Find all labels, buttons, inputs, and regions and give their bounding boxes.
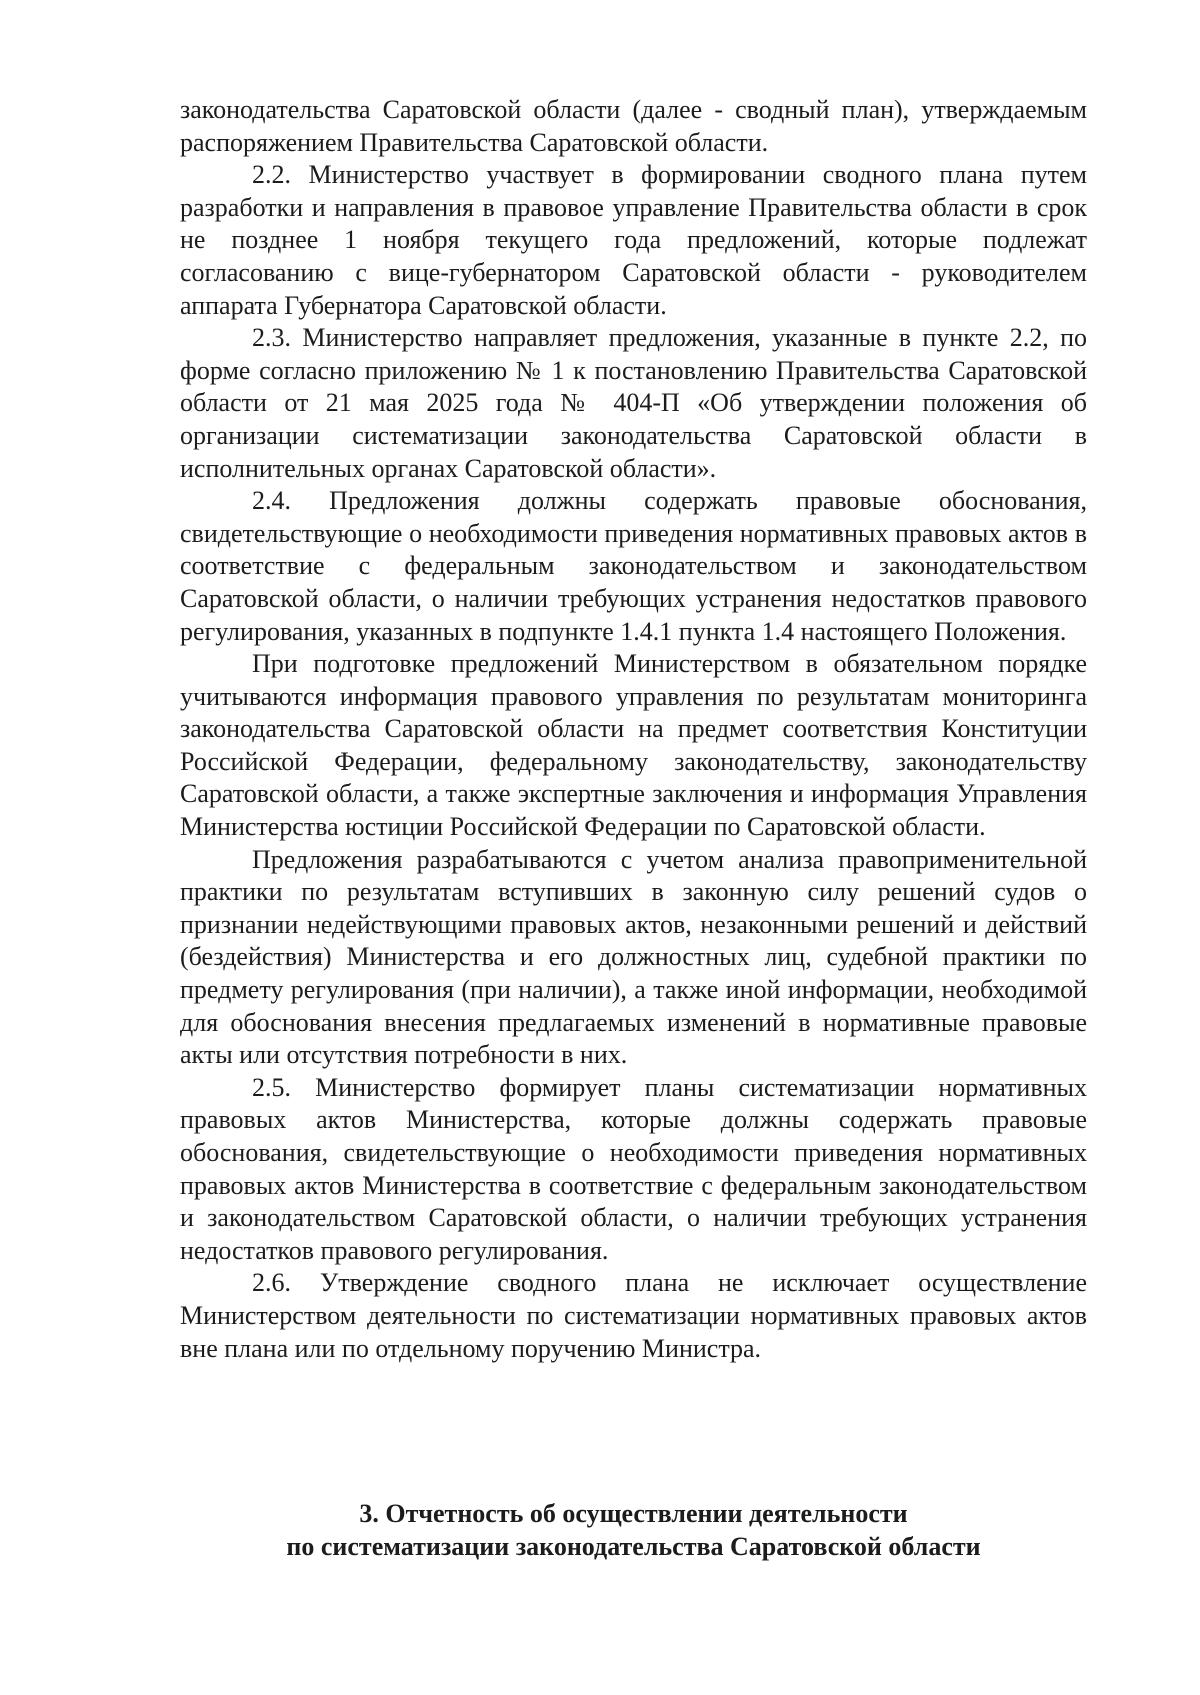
paragraph-2-3: 2.3. Министерство направляет предложения, указанные в пункте 2.2, по форме согласно приложению № 1 к постановлению Правительства Саратовской области от 21 мая 2025 года № 404-П «Об утверждении положения об организации систематизации законодательства Саратовской области в исполнительных органах Саратовской области». bbox=[180, 323, 1087, 483]
paragraph-2-4: 2.4. Предложения должны содержать правовые обоснования, свидетельствующие о необходимости приведения нормативных правовых актов в соответствие с федеральным законодательством и законодательством Саратовской области, о наличии требующих устранения недостатков правового регулирования, указанных в подпункте 1.4.1 пункта 1.4 настоящего Положения. bbox=[180, 486, 1087, 646]
section-heading bbox=[180, 1498, 1087, 1563]
section-heading-line-2: по систематизации законодательства Саратовской области bbox=[286, 1531, 981, 1561]
paragraph-2-5: 2.5. Министерство формирует планы систематизации нормативных правовых актов Министерства, которые должны содержать правовые обоснования, свидетельствующие о необходимости приведения нормативных правовых актов Министерства в соответствие с федеральным законодательством и законодательством Саратовской области, о наличии требующих устранения недостатков правового регулирования. bbox=[180, 1072, 1087, 1265]
paragraph-continuation: законодательства Саратовской области (далее - сводный план), утверждаемым распоряжением Правительства Саратовской области. bbox=[180, 95, 1087, 157]
document-body bbox=[180, 94, 1087, 1365]
paragraph-practice: Предложения разрабатываются с учетом анализа правоприменительной практики по результатам вступивших в законную силу решений судов о признании недействующими правовых актов, незаконными решений и действий (бездействия) Министерства и его должностных лиц, судебной практики по предмету регулирования (при наличии), а также иной информации, необходимой для обоснования внесения предлагаемых изменений в нормативные правовые акты или отсутствия потребности в них. bbox=[180, 844, 1087, 1070]
paragraph-2-6: 2.6. Утверждение сводного плана не исключает осуществление Министерством деятельности по систематизации нормативных правовых актов вне плана или по отдельному поручению Министра. bbox=[180, 1268, 1087, 1363]
paragraph-2-2: 2.2. Министерство участвует в формировании сводного плана путем разработки и направления в правовое управление Правительства области в срок не позднее 1 ноября текущего года предложений, которые подлежат согласованию с вице-губернатором Саратовской области - руководителем аппарата Губернатора Саратовской области. bbox=[180, 160, 1087, 320]
section-heading-line-1: 3. Отчетность об осуществлении деятельности bbox=[359, 1499, 908, 1528]
paragraph-monitoring: При подготовке предложений Министерством в обязательном порядке учитываются информация правового управления по результатам мониторинга законодательства Саратовской области на предмет соответствия Конституции Российской Федерации, федеральному законодательству, законодательству Саратовской области, а также экспертные заключения и информация Управления Министерства юстиции Российской Федерации по Саратовской области. bbox=[180, 649, 1087, 842]
